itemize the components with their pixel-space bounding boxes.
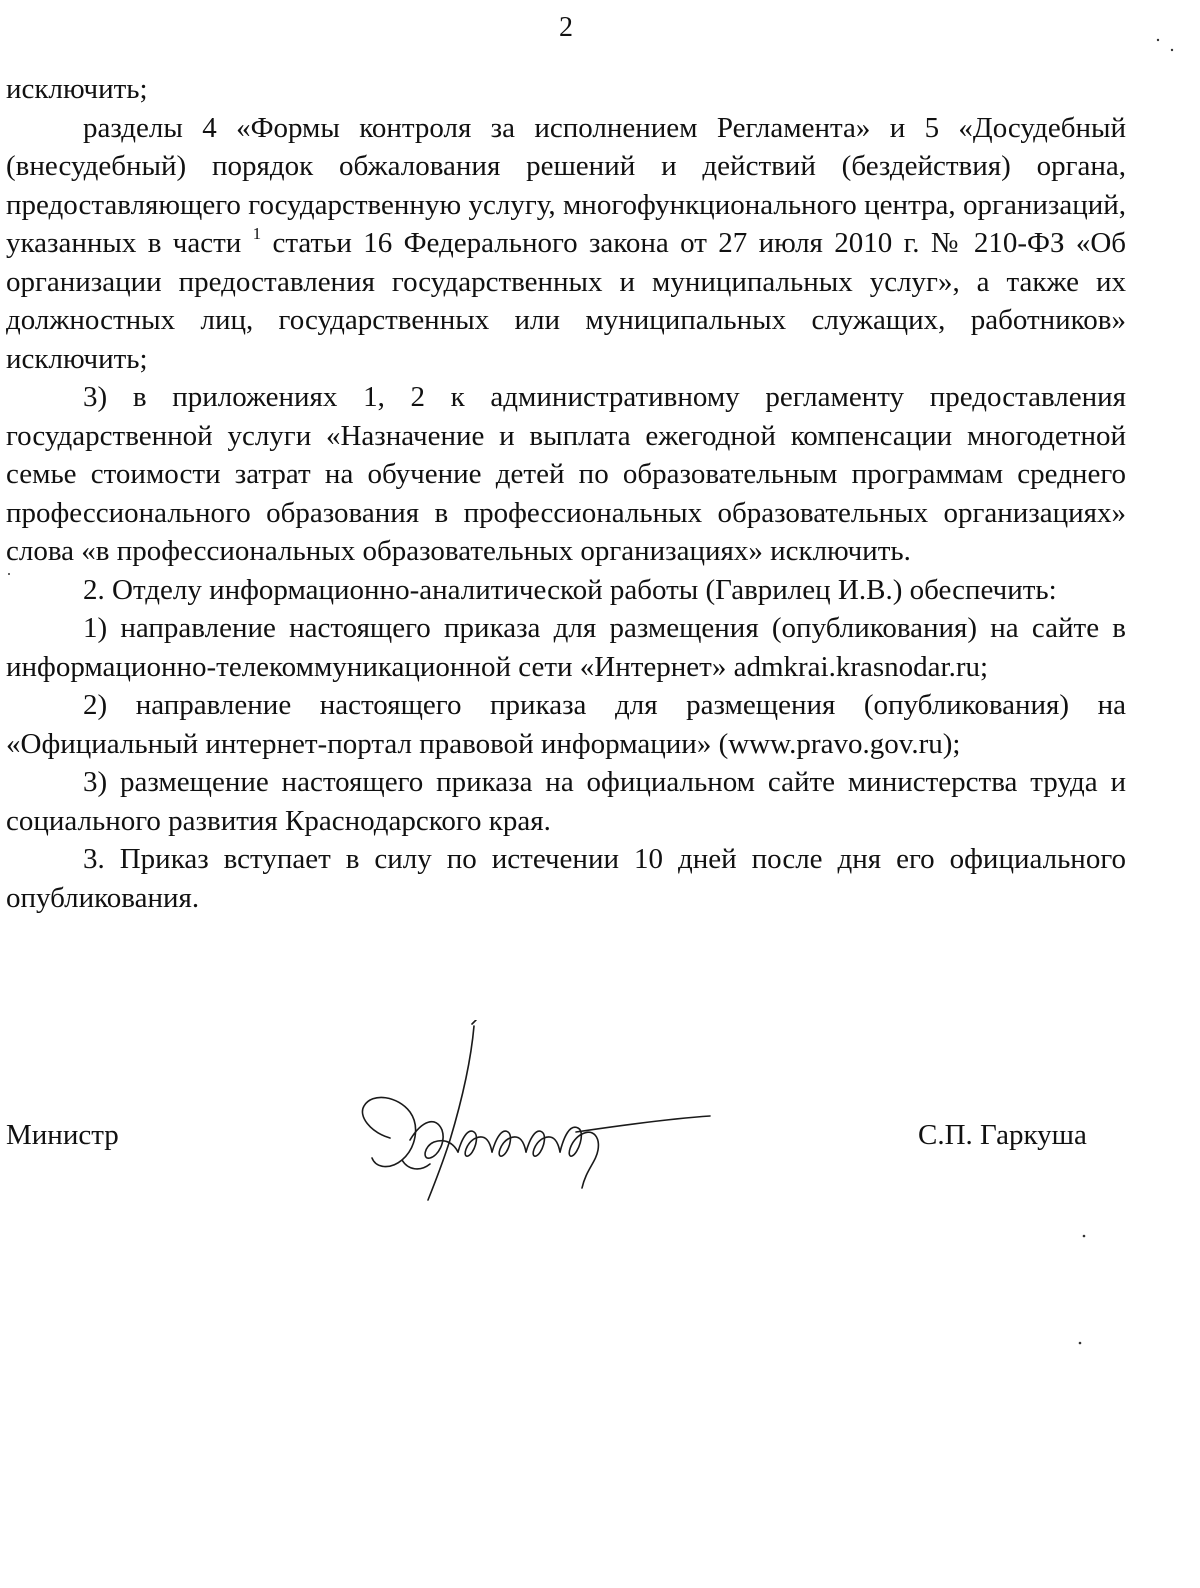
paragraph-7: 3) размещение настоящего приказа на официальном сайте министерства труда и социального развития Краснодарского края. bbox=[6, 766, 1126, 837]
paragraph-8: 3. Приказ вступает в силу по истечении 10 дней после дня его официального опубликования. bbox=[6, 843, 1126, 914]
superscript-part-number: 1 bbox=[252, 224, 262, 244]
paragraph-5: 1) направление настоящего приказа для размещения (опубликования) на сайте в информационно-телекоммуникационной сети «Интернет» admkrai.krasnodar.ru; bbox=[6, 612, 1126, 683]
signature-block bbox=[0, 1090, 1200, 1210]
signatory-title: Министр bbox=[6, 1119, 119, 1151]
signatory-name: С.П. Гаркуша bbox=[918, 1119, 1087, 1151]
paragraph-2 bbox=[6, 109, 1126, 379]
paragraph-3: 3) в приложениях 1, 2 к административному регламенту предоставления государственной услуги «Назначение и выплата ежегодной компенсации многодетной семье стоимости затрат на обучение детей по образовательным программам среднего профессионального образования в профессиональных образовательных организациях» слова «в профессиональных образовательных организациях» исключить. bbox=[6, 381, 1126, 567]
paragraph-2-text: разделы 4 «Формы контроля за исполнением Регламента» и 5 «Досудебный (внесудебный) порядок обжалования решений и действий (бездействия) органа, предоставляющего государственную услугу, многофункционального центра, организаций, указанных в части bbox=[6, 111, 1126, 259]
paragraph-6: 2) направление настоящего приказа для размещения (опубликования) на «Официальный интернет-портал правовой информации» (www.pravo.gov.ru); bbox=[6, 689, 1126, 760]
paragraph-4: 2. Отделу информационно-аналитической работы (Гаврилец И.В.) обеспечить: bbox=[83, 573, 1057, 606]
document-body bbox=[6, 70, 1126, 917]
handwritten-signature bbox=[350, 1020, 730, 1220]
page-number: 2 bbox=[559, 12, 573, 43]
paragraph-1: исключить; bbox=[6, 73, 148, 105]
paragraph-2-text-rest: статьи 16 Федерального закона от 27 июля 2010 г. № 210-ФЗ «Об организации предоставления государственных и муниципальных услуг», а также их должностных лиц, государственных или муниципальных служащих, работников» исключить; bbox=[6, 227, 1127, 375]
